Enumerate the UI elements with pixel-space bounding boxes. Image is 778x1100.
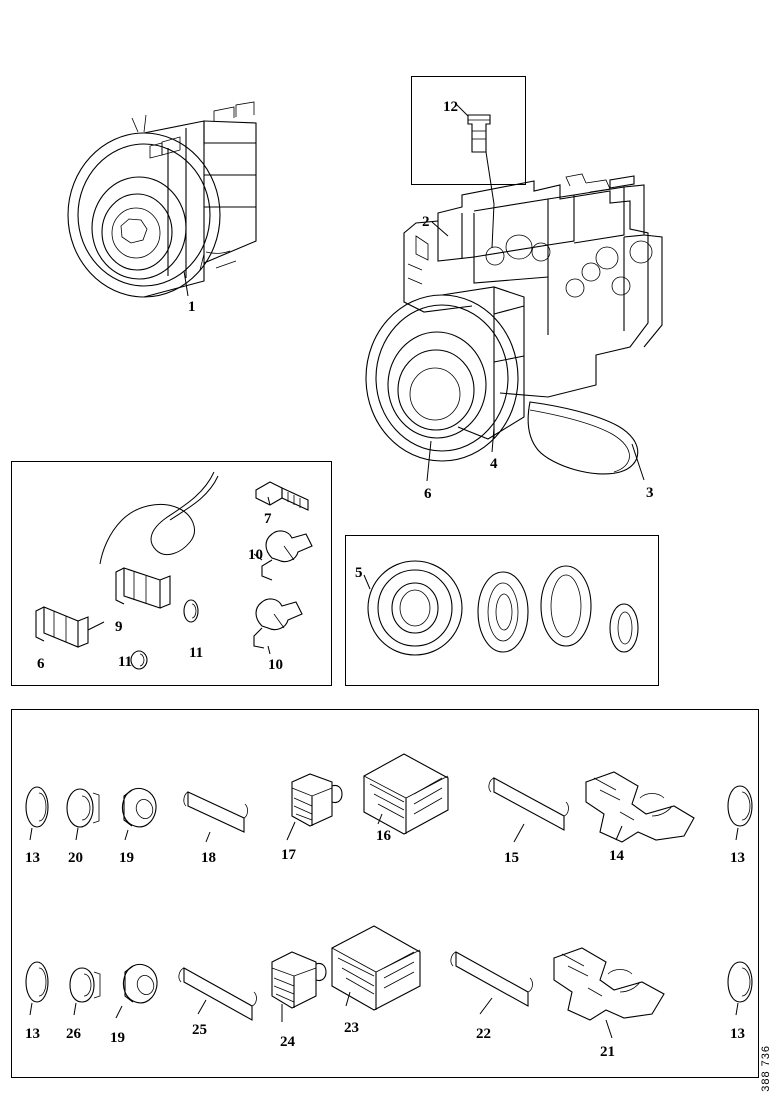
callout-17: 17 xyxy=(281,847,296,863)
callout-5: 5 xyxy=(355,565,363,581)
callout-2: 2 xyxy=(422,214,430,230)
callout-13-d: 13 xyxy=(730,1026,745,1042)
callout-11-a: 11 xyxy=(118,654,133,670)
callout-23: 23 xyxy=(344,1020,359,1036)
callout-19-a: 19 xyxy=(119,850,134,866)
callout-25: 25 xyxy=(192,1022,207,1038)
figure-code: 388 736 xyxy=(760,1045,772,1092)
callout-24: 24 xyxy=(280,1034,295,1050)
callout-11-b: 11 xyxy=(189,645,204,661)
panel-switch-fittings xyxy=(11,461,332,686)
callout-9: 9 xyxy=(115,619,123,635)
callout-6-switch: 6 xyxy=(37,656,45,672)
callout-18: 18 xyxy=(201,850,216,866)
callout-20: 20 xyxy=(68,850,83,866)
callout-26: 26 xyxy=(66,1026,81,1042)
callout-10-upper: 10 xyxy=(248,547,263,563)
callout-12: 12 xyxy=(443,99,458,115)
callout-14: 14 xyxy=(609,848,624,864)
callout-13-b: 13 xyxy=(730,850,745,866)
callout-22: 22 xyxy=(476,1026,491,1042)
callout-10-lower: 10 xyxy=(268,657,283,673)
engine-assembly-art xyxy=(366,174,662,481)
callout-13-a: 13 xyxy=(25,850,40,866)
callout-15: 15 xyxy=(504,850,519,866)
compressor-assembly-art xyxy=(68,102,256,297)
callout-16: 16 xyxy=(376,828,391,844)
callout-19-b: 19 xyxy=(110,1030,125,1046)
callout-1: 1 xyxy=(188,299,196,315)
panel-item-12-inset xyxy=(411,76,526,185)
callout-6-engine: 6 xyxy=(424,486,432,502)
panel-clutch-parts xyxy=(345,535,659,686)
callout-3: 3 xyxy=(646,485,654,501)
panel-hose-assemblies xyxy=(11,709,759,1078)
callout-13-c: 13 xyxy=(25,1026,40,1042)
callout-4: 4 xyxy=(490,456,498,472)
callout-21: 21 xyxy=(600,1044,615,1060)
callout-7: 7 xyxy=(264,511,272,527)
